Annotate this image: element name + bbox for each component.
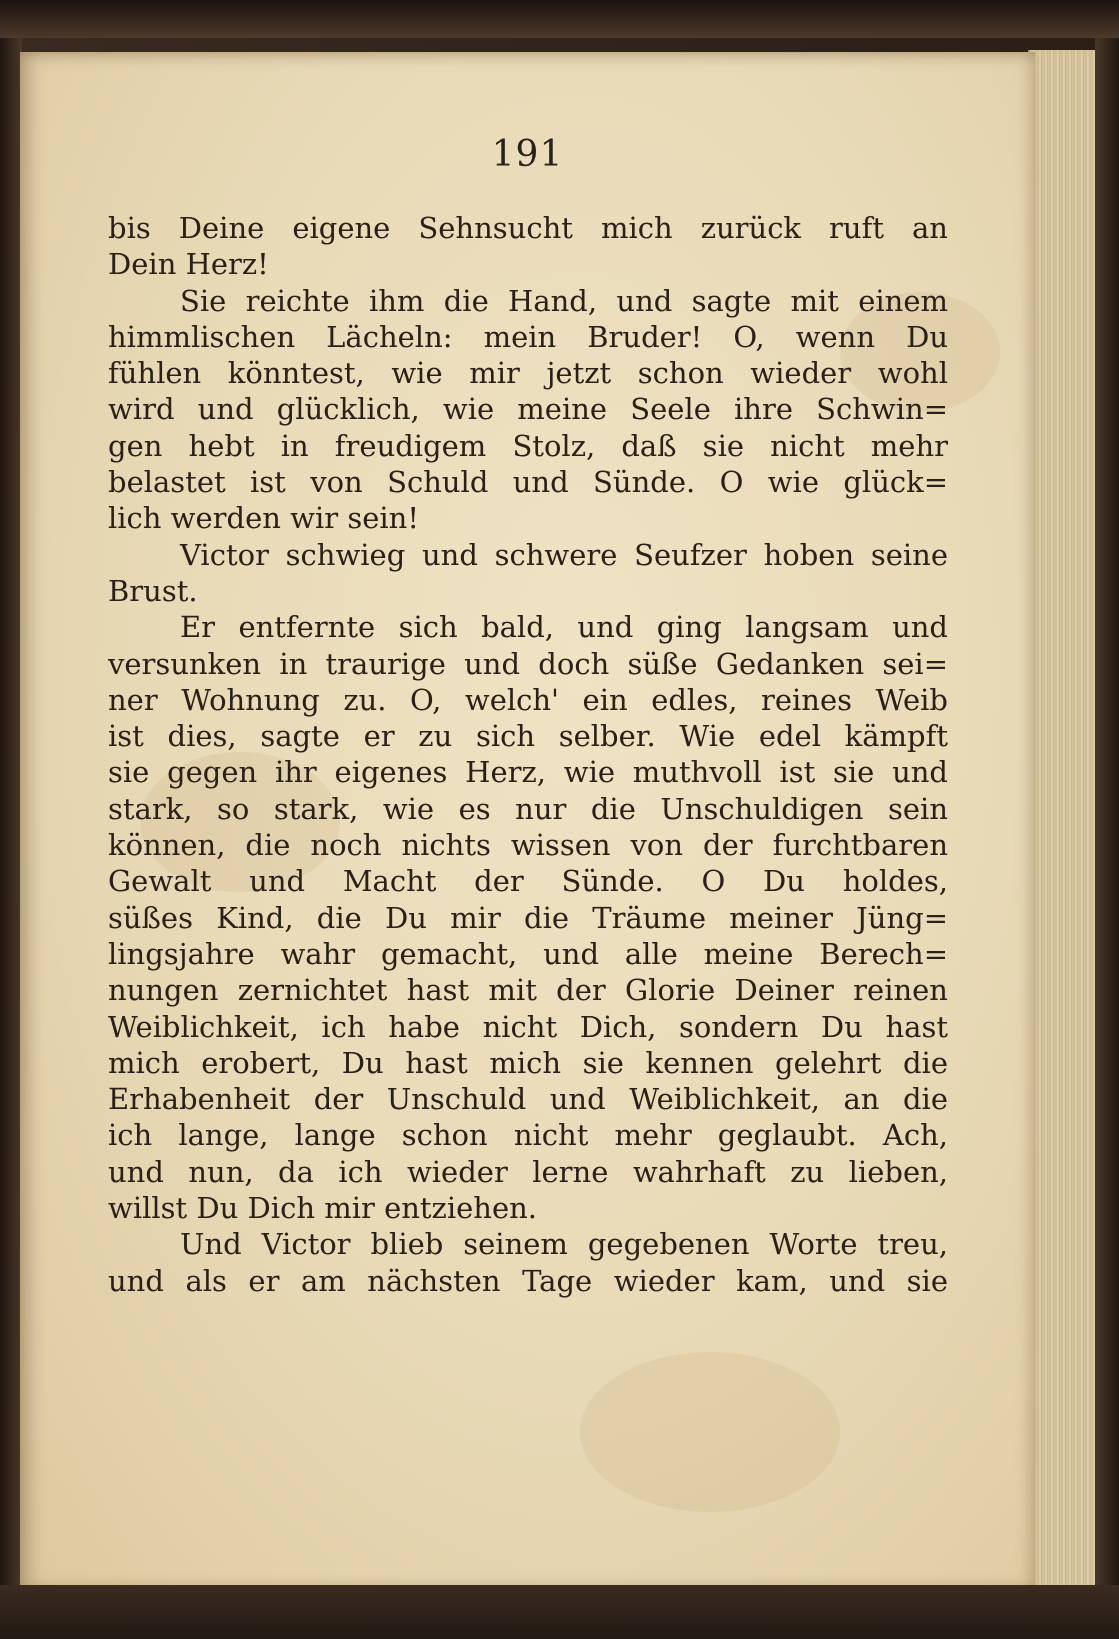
text-line: stark, so stark, wie es nur die Unschuldigen sein (108, 791, 948, 826)
text-line: wird und glücklich, wie meine Seele ihre Schwin= (108, 392, 948, 427)
text-line: Und Victor blieb seinem gegebenen Worte treu, (180, 1227, 948, 1262)
text-line: fühlen könntest, wie mir jetzt schon wieder wohl (108, 356, 948, 391)
text-line: und nun, da ich wieder lerne wahrhaft zu lieben, (108, 1154, 948, 1189)
text-line: können, die noch nichts wissen von der furchtbaren (108, 828, 948, 863)
page-edges (1028, 50, 1100, 1590)
text-line: Er entfernte sich bald, und ging langsam und (180, 610, 948, 645)
text-line: Dein Herz! (108, 247, 269, 282)
text-line: Victor schwieg und schwere Seufzer hoben seine (180, 537, 948, 572)
book-binding-right (1095, 38, 1119, 1598)
text-line: mich erobert, Du hast mich sie kennen gelehrt die (108, 1045, 948, 1080)
text-line: willst Du Dich mir entziehen. (108, 1191, 538, 1226)
text-line: lingsjahre wahr gemacht, und alle meine Berech= (108, 936, 948, 971)
text-line: belastet ist von Schuld und Sünde. O wie glück= (108, 465, 948, 500)
text-line: lich werden wir sein! (108, 501, 419, 536)
text-line: himmlischen Lächeln: mein Bruder! O, wenn Du (108, 319, 948, 354)
text-line: sie gegen ihr eigenes Herz, wie muthvoll ist sie und (108, 755, 948, 790)
book-cover-bottom (0, 1585, 1119, 1639)
book-page (20, 52, 1035, 1592)
text-line: ich lange, lange schon nicht mehr geglaubt. Ach, (108, 1118, 948, 1153)
text-line: ner Wohnung zu. O, welch' ein edles, reines Weib (108, 682, 948, 717)
body-text (108, 210, 948, 1299)
text-line: gen hebt in freudigem Stolz, daß sie nicht mehr (108, 428, 948, 463)
text-line: Sie reichte ihm die Hand, und sagte mit einem (180, 283, 948, 318)
text-line: bis Deine eigene Sehnsucht mich zurück ruft an (108, 211, 948, 245)
text-line: süßes Kind, die Du mir die Träume meiner Jüng= (108, 900, 948, 935)
text-line: nungen zernichtet hast mit der Glorie Deiner reinen (108, 973, 948, 1008)
text-line: Erhabenheit der Unschuld und Weiblichkeit, an die (108, 1082, 948, 1117)
book-cover-top (0, 0, 1119, 38)
page-number: 191 (491, 134, 564, 175)
paper-stain (580, 1352, 840, 1512)
text-line: Gewalt und Macht der Sünde. O Du holdes, (108, 864, 948, 899)
text-line: Weiblichkeit, ich habe nicht Dich, sondern Du hast (108, 1009, 948, 1044)
text-line: Brust. (108, 573, 198, 608)
text-line: versunken in traurige und doch süße Gedanken sei= (108, 646, 948, 681)
text-line: ist dies, sagte er zu sich selber. Wie edel kämpft (108, 719, 948, 754)
book-binding-left (0, 38, 22, 1598)
text-line: und als er am nächsten Tage wieder kam, und sie (108, 1263, 948, 1298)
